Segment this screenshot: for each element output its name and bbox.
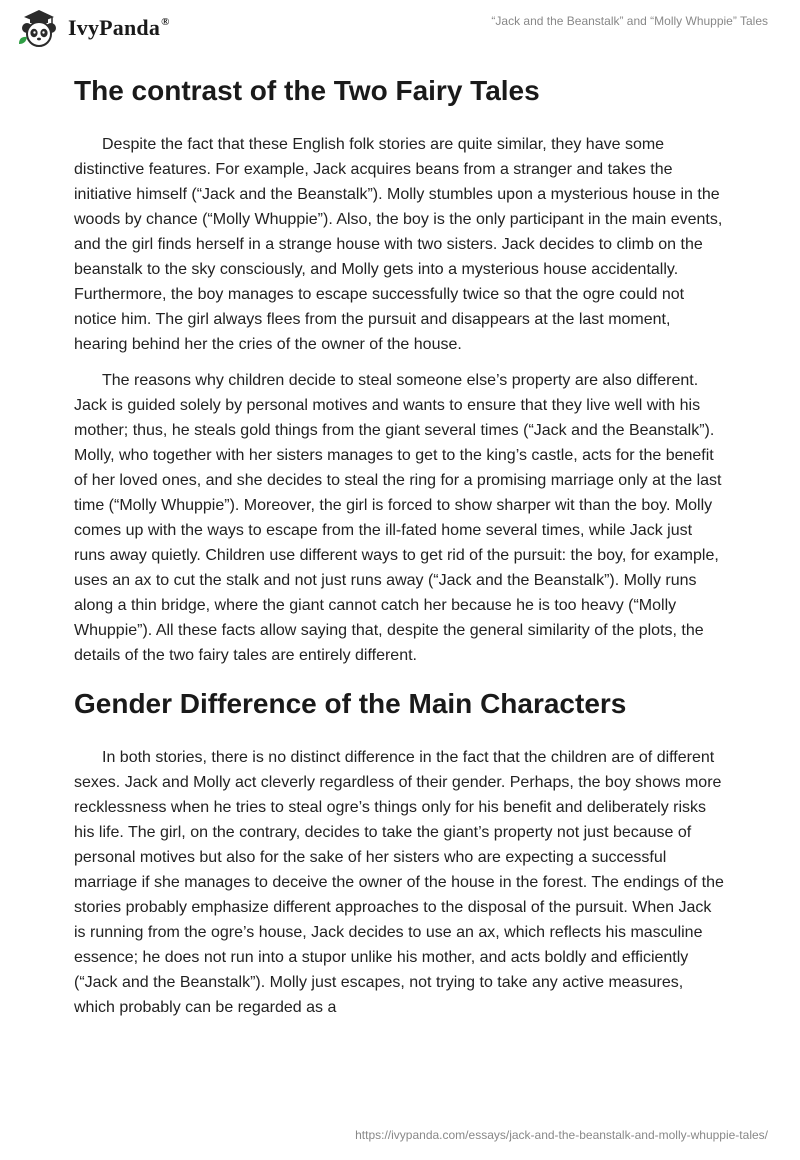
paragraph: Despite the fact that these English folk stories are quite similar, they have some distinctive features. For example, Jack acquires beans from a stranger and takes the initiative himself (“Jack and the Beanstalk”). Molly stumbles upon a mysterious house in the woods by chance (“Molly Whuppie”). Also, the boy is the only participant in the main events, and the girl finds herself in a strange house with two sisters. Jack decides to climb on the beanstalk to the sky consciously, and Molly gets into a mysterious house accidentally. Furthermore, the boy manages to escape successfully twice so that the ogre could not notice him. The girl always flees from the pursuit and disappears at the last moment, hearing behind her the cries of the owner of the house.: [74, 136, 723, 353]
running-title: “Jack and the Beanstalk” and “Molly Whuppie” Tales: [491, 14, 768, 28]
essay-content: [74, 66, 726, 1031]
panda-graduation-cap-icon: [16, 8, 62, 48]
page-header: [0, 0, 800, 60]
section-heading-gender-difference: Gender Difference of the Main Characters: [74, 688, 627, 719]
source-url[interactable]: https://ivypanda.com/essays/jack-and-the-beanstalk-and-molly-whuppie-tales/: [355, 1128, 768, 1142]
ivypanda-logo[interactable]: [16, 8, 170, 48]
paragraph: In both stories, there is no distinct difference in the fact that the children are of different sexes. Jack and Molly act cleverly regardless of their gender. Perhaps, the boy shows more recklessness when he tries to steal ogre’s things only for his benefit and deliberately risks his life. The girl, on the contrary, decides to take the giant’s property not just because of personal motives but also for the sake of her sisters who are expecting a successful marriage if she manages to deceive the owner of the house in the forest. The endings of the stories probably emphasize different approaches to the disposal of the pursuit. When Jack is running from the ogre’s house, Jack decides to use an ax, which reflects his masculine essence; he does not run into a stupor unlike his mother, and acts boldly and efficiently (“Jack and the Beanstalk”). Molly just escapes, not trying to take any active measures, which probably can be regarded as a: [74, 749, 724, 1016]
brand-name: IvyPanda®: [68, 15, 170, 40]
paragraph: The reasons why children decide to steal someone else’s property are also different. Jack is guided solely by personal motives and wants to ensure that they live well with his mother; thus, he steals gold things from the giant several times (“Jack and the Beanstalk”). Molly, who together with her sisters manages to get to the king’s castle, acts for the benefit of her loved ones, and she decides to steal the ring for a promising marriage only at the last time (“Molly Whuppie”). Moreover, the girl is forced to show sharper wit than the boy. Molly comes up with the ways to escape from the ill-fated home several times, while Jack just runs away quietly. Children use different ways to get rid of the pursuit: the boy, for example, uses an ax to cut the stalk and not just runs away (“Jack and the Beanstalk”). Molly runs along a thin bridge, where the giant cannot catch her because he is too heavy (“Molly Whuppie”). All these facts allow saying that, despite the general similarity of the plots, the details of the two fairy tales are entirely different.: [74, 372, 722, 664]
section-heading-contrast: The contrast of the Two Fairy Tales: [74, 75, 540, 106]
